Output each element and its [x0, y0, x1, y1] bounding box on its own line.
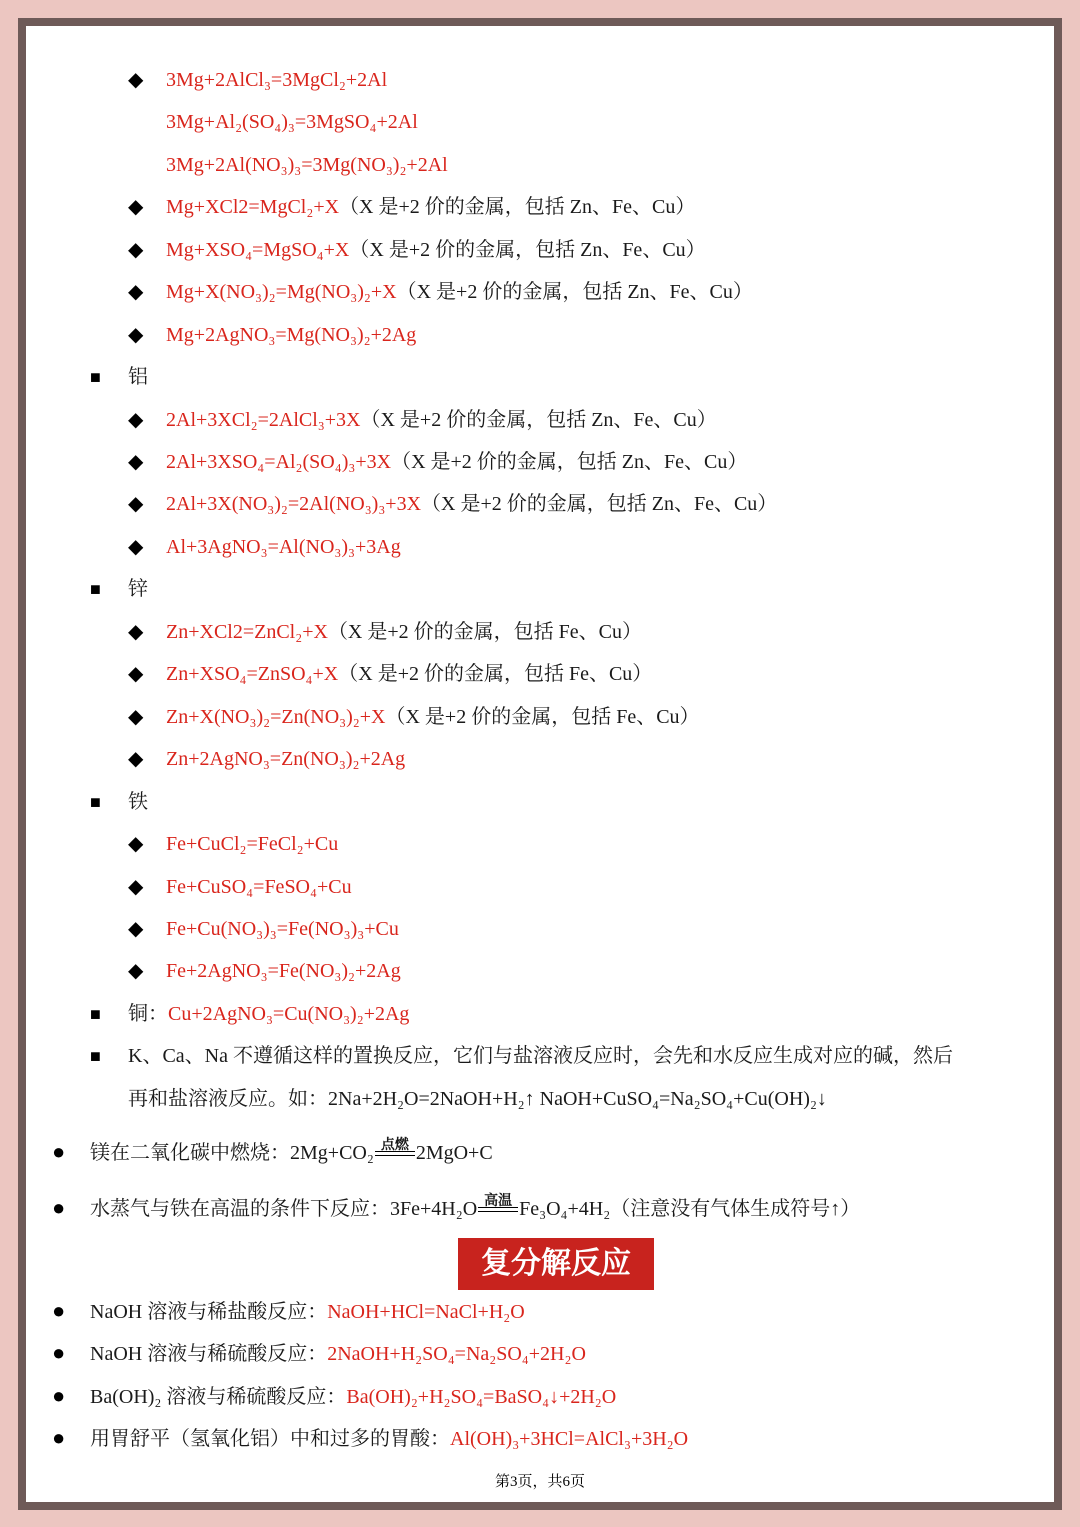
reaction-line — [128, 448, 747, 476]
reaction-line — [128, 321, 416, 349]
formula: 2Al+3XSO₄=Al₂(SO₄)₃+3X — [166, 451, 392, 473]
note-text: 再和盐溶液反应。如：2Na+2H₂O=2NaOH+H₂ — [128, 1088, 525, 1110]
reaction-line — [128, 745, 405, 773]
page-number: 第3页，共6页 — [494, 1474, 585, 1490]
formula: Al(OH)₃+3HCl=AlCl₃+3H₂O — [450, 1428, 689, 1450]
diamond-bullet-icon: ◆ — [128, 281, 144, 303]
reaction-line — [128, 957, 401, 985]
reaction-line — [166, 151, 448, 179]
reaction-line — [128, 618, 642, 646]
formula: 2Al+3XCl₂=2AlCl₃+3X — [166, 409, 361, 431]
note-text: K、Ca、Na 不遵循这样的置换反应，它们与盐溶液反应时，会先和水反应生成对应的碱，然后 — [128, 1045, 953, 1067]
formula-note: （X 是+2 价的金属，包括 Zn、Fe、Cu） — [349, 239, 706, 261]
formula: Cu+2AgNO₃=Cu(NO₃)₂+2Ag — [168, 1003, 410, 1025]
formula-note: （X 是+2 价的金属，包括 Fe、Cu） — [327, 621, 642, 643]
square-bullet-icon: ■ — [90, 579, 101, 599]
formula: Mg+XCl2=MgCl₂+X — [166, 196, 340, 218]
reaction-label: 水蒸气与铁在高温的条件下反应： — [90, 1198, 390, 1220]
heading-text: 锌 — [128, 578, 148, 600]
formula: 2MgO+C — [415, 1142, 493, 1164]
formula: 2Al+3X(NO₃)₂=2Al(NO₃)₃+3X — [166, 493, 422, 515]
close-paren: ） — [840, 1198, 861, 1220]
condition-equals-sign — [375, 1137, 415, 1163]
section-heading-iron — [90, 788, 148, 816]
reaction-line — [128, 66, 387, 94]
formula: 3Mg+2Al(NO₃)₃=3Mg(NO₃)₂+2Al — [166, 154, 448, 176]
diamond-bullet-icon: ◆ — [128, 918, 144, 940]
reaction-line — [52, 1297, 525, 1326]
section-heading-zinc — [90, 575, 148, 603]
formula-note: （X 是+2 价的金属，包括 Zn、Fe、Cu） — [421, 493, 778, 515]
diamond-bullet-icon: ◆ — [128, 196, 144, 218]
reaction-line — [128, 278, 753, 306]
reaction-label: NaOH 溶液与稀硫酸反应： — [90, 1343, 328, 1365]
dot-bullet-icon: ● — [52, 1195, 66, 1220]
up-arrow-icon: ↑ — [830, 1198, 841, 1220]
section-title: 复分解反应 — [458, 1238, 654, 1290]
reaction-line — [128, 193, 695, 221]
dot-bullet-icon: ● — [52, 1340, 66, 1365]
formula-note: （注意没有气体生成符号 — [610, 1198, 831, 1220]
square-bullet-icon: ■ — [90, 367, 101, 387]
formula: Zn+XCl2=ZnCl₂+X — [166, 621, 328, 643]
formula: Zn+X(NO₃)₂=Zn(NO₃)₂+X — [166, 706, 386, 728]
formula-note: （X 是+2 价的金属，包括 Fe、Cu） — [385, 706, 700, 728]
diamond-bullet-icon: ◆ — [128, 536, 144, 558]
note-text: NaOH+CuSO₄=Na₂SO₄+Cu(OH)₂ — [539, 1088, 817, 1110]
square-bullet-icon: ■ — [90, 1046, 101, 1066]
diamond-bullet-icon: ◆ — [128, 239, 144, 261]
diamond-bullet-icon: ◆ — [128, 69, 144, 91]
formula: Fe+CuSO₄=FeSO₄+Cu — [166, 876, 352, 898]
reaction-line — [52, 1424, 688, 1453]
formula: Fe+Cu(NO₃)₃=Fe(NO₃)₃+Cu — [166, 918, 399, 940]
reaction-line — [128, 406, 717, 434]
formula: Fe+CuCl₂=FeCl₂+Cu — [166, 833, 339, 855]
diamond-bullet-icon: ◆ — [128, 706, 144, 728]
heading-text: 铁 — [128, 791, 148, 813]
diamond-bullet-icon: ◆ — [128, 409, 144, 431]
condition-text: 点燃 — [380, 1137, 409, 1154]
formula: Zn+XSO₄=ZnSO₄+X — [166, 663, 339, 685]
reaction-line — [52, 1138, 493, 1167]
formula: 3Fe+4H₂O — [390, 1198, 478, 1220]
formula: Fe₃O₄+4H₂ — [519, 1198, 611, 1220]
reaction-line — [52, 1194, 860, 1223]
formula: Mg+XSO₄=MgSO₄+X — [166, 239, 350, 261]
heading-text: 铝 — [128, 366, 148, 388]
reaction-line — [128, 873, 352, 901]
reaction-line — [166, 108, 418, 136]
page — [18, 18, 1062, 1510]
formula-note: （X 是+2 价的金属，包括 Zn、Fe、Cu） — [339, 196, 696, 218]
dot-bullet-icon: ● — [52, 1425, 66, 1450]
reaction-line — [128, 533, 401, 561]
diamond-bullet-icon: ◆ — [128, 833, 144, 855]
reaction-line — [128, 660, 652, 688]
note-line — [90, 1042, 953, 1070]
reaction-line — [52, 1382, 616, 1411]
diamond-bullet-icon: ◆ — [128, 493, 144, 515]
formula: NaOH+HCl=NaCl+H₂O — [327, 1301, 525, 1323]
diamond-bullet-icon: ◆ — [128, 960, 144, 982]
reaction-line — [128, 915, 399, 943]
section-heading-aluminum — [90, 363, 148, 391]
formula: 2NaOH+H₂SO₄=Na₂SO₄+2H₂O — [327, 1343, 586, 1365]
condition-equals-sign — [478, 1193, 518, 1219]
reaction-label: NaOH 溶液与稀盐酸反应： — [90, 1301, 328, 1323]
section-heading-copper — [90, 1000, 409, 1028]
formula: Al+3AgNO₃=Al(NO₃)₃+3Ag — [166, 536, 401, 558]
formula-note: （X 是+2 价的金属，包括 Zn、Fe、Cu） — [391, 451, 748, 473]
reaction-label: 镁在二氧化碳中燃烧： — [90, 1142, 290, 1164]
formula-note: （X 是+2 价的金属，包括 Zn、Fe、Cu） — [396, 281, 753, 303]
heading-text: 铜： — [128, 1003, 168, 1025]
note-line — [128, 1085, 827, 1113]
up-arrow-icon: ↑ — [524, 1088, 535, 1110]
dot-bullet-icon: ● — [52, 1383, 66, 1408]
formula: 3Mg+Al₂(SO₄)₃=3MgSO₄+2Al — [166, 111, 418, 133]
dot-bullet-icon: ● — [52, 1139, 66, 1164]
reaction-label: Ba(OH)₂ 溶液与稀硫酸反应： — [90, 1386, 347, 1408]
diamond-bullet-icon: ◆ — [128, 324, 144, 346]
condition-text: 高温 — [484, 1193, 513, 1210]
formula-note: （X 是+2 价的金属，包括 Zn、Fe、Cu） — [360, 409, 717, 431]
diamond-bullet-icon: ◆ — [128, 621, 144, 643]
formula: Fe+2AgNO₃=Fe(NO₃)₂+2Ag — [166, 960, 401, 982]
diamond-bullet-icon: ◆ — [128, 663, 144, 685]
reaction-line — [128, 236, 706, 264]
formula: 2Mg+CO₂ — [290, 1142, 374, 1164]
dot-bullet-icon: ● — [52, 1298, 66, 1323]
reaction-line — [128, 703, 700, 731]
formula-note: （X 是+2 价的金属，包括 Fe、Cu） — [338, 663, 653, 685]
formula: Ba(OH)₂+H₂SO₄=BaSO₄↓+2H₂O — [346, 1386, 617, 1408]
diamond-bullet-icon: ◆ — [128, 451, 144, 473]
reaction-label: 用胃舒平（氢氧化铝）中和过多的胃酸： — [90, 1428, 450, 1450]
formula: Mg+X(NO₃)₂=Mg(NO₃)₂+X — [166, 281, 397, 303]
down-arrow-icon: ↓ — [816, 1088, 827, 1110]
square-bullet-icon: ■ — [90, 792, 101, 812]
square-bullet-icon: ■ — [90, 1004, 101, 1024]
formula: Mg+2AgNO₃=Mg(NO₃)₂+2Ag — [166, 324, 417, 346]
formula: Zn+2AgNO₃=Zn(NO₃)₂+2Ag — [166, 748, 406, 770]
reaction-line — [52, 1339, 586, 1368]
formula: 3Mg+2AlCl₃=3MgCl₂+2Al — [166, 69, 388, 91]
diamond-bullet-icon: ◆ — [128, 876, 144, 898]
reaction-line — [128, 830, 338, 858]
reaction-line — [128, 490, 777, 518]
diamond-bullet-icon: ◆ — [128, 748, 144, 770]
